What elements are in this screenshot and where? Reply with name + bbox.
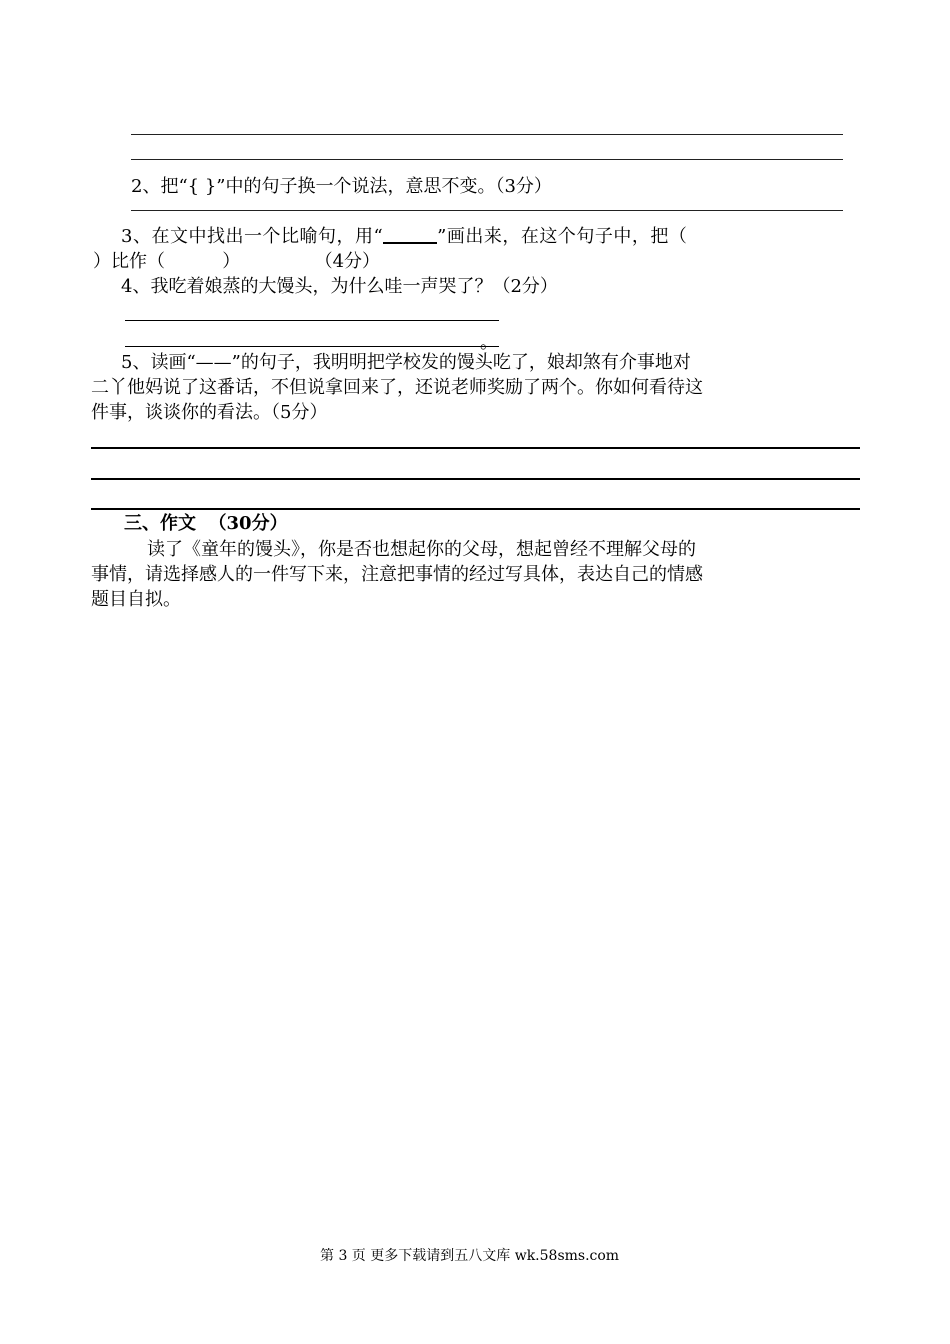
- answer-line: [125, 346, 499, 347]
- question-3-text-a: 3、在文中找出一个比喻句，用“: [121, 226, 384, 247]
- question-4: 4、我吃着娘蒸的大馒头，为什么哇一声哭了？（2分）: [121, 276, 558, 297]
- question-5-line-1: 5、读画“——”的句子，我明明把学校发的馒头吃了，娘却煞有介事地对: [121, 352, 691, 373]
- answer-line: [91, 478, 860, 480]
- answer-line: [125, 320, 499, 321]
- question-3-line-2: ）比作（ ） （4分）: [93, 251, 381, 272]
- question-3-line-1: [121, 224, 861, 249]
- question-5-line-2: 二丫他妈说了这番话，不但说拿回来了，还说老师奖励了两个。你如何看待这: [91, 377, 703, 398]
- end-mark: 。: [480, 332, 498, 353]
- section-heading: 三、作文 （30分）: [124, 513, 288, 534]
- answer-line: [91, 447, 860, 449]
- answer-line: [131, 159, 843, 160]
- question-2: 2、把“{ }”中的句子换一个说法，意思不变。（3分）: [131, 176, 552, 197]
- answer-line: [131, 210, 843, 211]
- underline-sample: [383, 226, 437, 244]
- answer-line: [91, 508, 860, 510]
- page-footer: 第 3 页 更多下载请到五八文库 wk.58sms.com: [320, 1248, 620, 1264]
- question-5-line-3: 件事，谈谈你的看法。（5分）: [91, 402, 328, 423]
- section-3-line-1: 读了《童年的馒头》，你是否也想起你的父母，想起曾经不理解父母的: [147, 539, 696, 560]
- answer-line: [131, 134, 843, 135]
- section-3-line-2: 事情，请选择感人的一件写下来，注意把事情的经过写具体，表达自己的情感: [91, 564, 703, 585]
- section-3-line-3: 题目自拟。: [91, 589, 181, 610]
- question-3-text-b: ”画出来，在这个句子中，把（: [437, 226, 688, 247]
